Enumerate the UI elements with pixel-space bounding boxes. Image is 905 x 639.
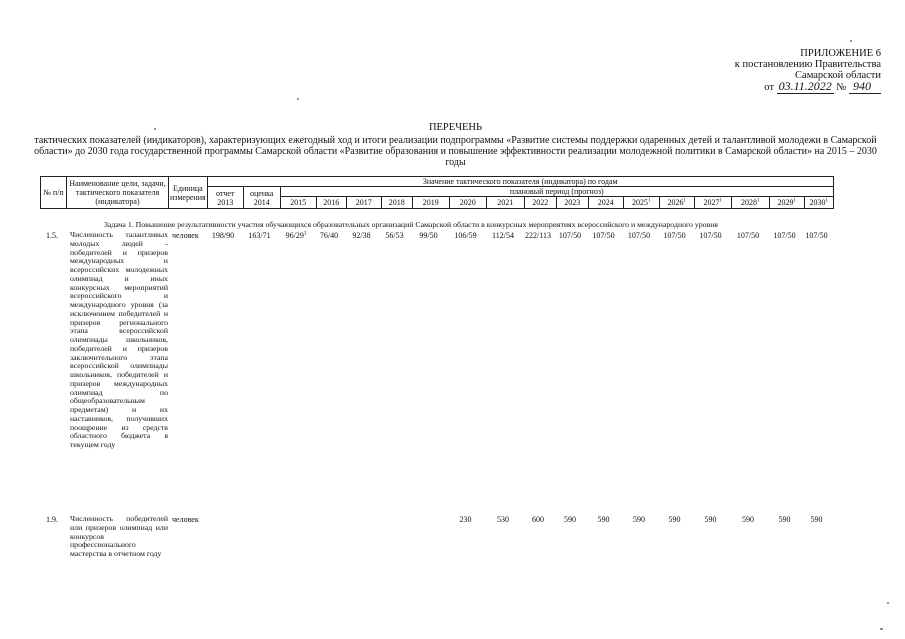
document-title: ПЕРЕЧЕНЬ (428, 122, 483, 133)
indicator-value: 222/113 (525, 231, 551, 240)
indicators-table-header (40, 176, 834, 209)
appendix-title: ПРИЛОЖЕНИЕ 6 (800, 48, 881, 59)
indicator-value: 590 (597, 515, 610, 524)
indicator-value: 590 (633, 515, 645, 524)
indicator-name: Численность победителей или призеров олимпиад или конкурсов профессионального мастерства в отчетном году (70, 514, 168, 558)
year-header: 2019 (412, 197, 449, 209)
indicator-value: 107/50 (773, 231, 796, 240)
indicator-name: Численность талантливых молодых людей - победителей и призеров международных и всероссийских молодежных олимпиад и иных конкурсных мероприятий всероссийского и международного уровня (за исключением победителей и призеров регионального этапа всероссийской олимпиады школьников, победителей и призеров заключительного этапа всероссийской олимпиады школьников, победителей и призеров международных олимпиад по общеобразовательным предметам) и их наставников, получивших поощрение из средств областного бюджета в текущем году (70, 230, 168, 449)
indicator-value: 600 (532, 515, 544, 524)
year-header: 2027$^1$ (694, 197, 731, 209)
indicator-unit: человек (172, 231, 199, 240)
scan-speck (880, 628, 883, 630)
row-number: 1.5. (46, 231, 58, 240)
scan-speck (297, 98, 299, 100)
indicator-value: 107/50 (663, 231, 686, 240)
date-prefix: от (764, 82, 774, 93)
year-header: 2017 (346, 197, 381, 209)
indicator-value: 106/59 (454, 231, 477, 240)
row-number: 1.9. (46, 515, 58, 524)
number-prefix: № (836, 82, 847, 93)
report-header: отчет 2013 (207, 187, 243, 209)
indicator-value: $96/29^3$ (285, 231, 307, 240)
year-header: 2021 (486, 197, 524, 209)
indicator-value: 107/50 (736, 231, 760, 240)
indicator-value: 163/71 (248, 231, 271, 240)
col-unit-header: Единица измерения (169, 177, 208, 209)
indicator-value: 107/50 (699, 231, 722, 240)
indicator-value: 56/53 (385, 231, 404, 240)
indicator-value: 590 (704, 515, 717, 524)
appendix-block (735, 48, 881, 93)
estimate-header: оценка 2014 (243, 187, 280, 209)
indicator-value: 107/50 (592, 231, 615, 240)
year-header: 2023 (556, 197, 588, 209)
indicator-value: 590 (778, 515, 791, 524)
indicator-value: 107/50 (805, 231, 828, 240)
year-header: 2029$^1$ (769, 197, 804, 209)
handwritten-date: 03.11.2022 (778, 79, 832, 93)
year-header: 2030$^1$ (804, 197, 833, 209)
appendix-region: Самарской области (795, 70, 881, 81)
indicator-unit: человек (172, 515, 199, 524)
indicator-value: 198/90 (211, 231, 235, 240)
indicator-value: 99/50 (419, 231, 438, 240)
indicator-value: 590 (564, 515, 576, 524)
year-header: 2025$^1$ (623, 197, 659, 209)
indicator-value: 107/50 (627, 231, 651, 240)
col-name-header: Наименование цели, задачи, тактического показателя (индикатора) (67, 177, 169, 209)
indicator-value: 590 (668, 515, 681, 524)
indicator-value: 76/40 (319, 231, 339, 240)
scan-speck (850, 40, 852, 42)
col-num-header: № п/п (41, 177, 67, 209)
col-values-header: Значение тактического показателя (индикатора) по годам (207, 177, 833, 187)
year-header: 2015 (280, 197, 316, 209)
document-heading (30, 122, 881, 168)
year-header: 2024 (588, 197, 623, 209)
year-header: 2022 (524, 197, 556, 209)
scan-speck (887, 602, 889, 604)
indicator-value: 590 (810, 515, 823, 524)
indicator-value: 530 (497, 515, 509, 524)
document-subtitle: тактических показателей (индикаторов), характеризующих ежегодный ход и итоги реализации подпрограммы «Развитие системы поддержки одаренных детей и талантливой молодежи в Самарской области» до 2030 года государственной программы Самарской области «Развитие образования и повышение эффективности реализации молодежной политики в Самарской области» на 2015 – 2030 годы (34, 135, 877, 168)
scan-speck (154, 128, 156, 130)
year-header: 2018 (381, 197, 412, 209)
indicator-value: 230 (459, 515, 472, 524)
task-line: Задача 1. Повышение результативности участия обучающихся образовательных организаций Самарской области в конкурсных мероприятиях всероссийского и международного уровня (104, 220, 719, 229)
indicator-value: 112/54 (492, 231, 514, 240)
appendix-date-line (764, 81, 881, 93)
year-header: 2026$^1$ (659, 197, 694, 209)
year-header: 2028$^1$ (731, 197, 769, 209)
appendix-resolution: к постановлению Правительства (734, 59, 881, 70)
indicator-value: 590 (742, 515, 754, 524)
handwritten-number: 940 (849, 79, 881, 94)
year-header: 2016 (316, 197, 346, 209)
indicator-value: 107/50 (558, 231, 582, 240)
indicator-value: 92/38 (352, 231, 371, 240)
year-header: 2020 (449, 197, 486, 209)
planned-header: плановый период (прогноз) (280, 187, 833, 197)
